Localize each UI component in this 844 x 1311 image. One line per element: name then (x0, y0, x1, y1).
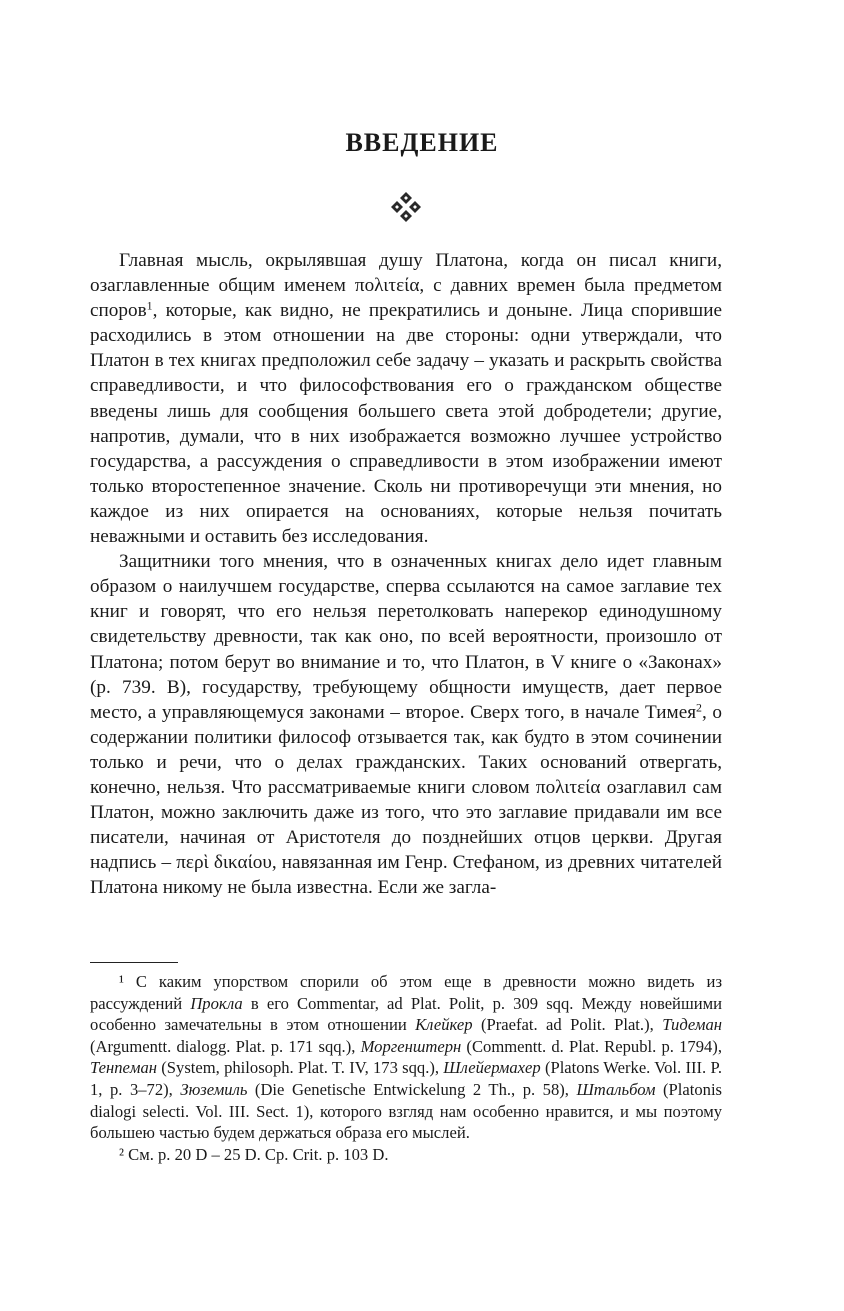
author-name: Тидеман (662, 1015, 722, 1035)
text-run: (System, philosoph. Plat. T. IV, 173 sqq.), (157, 1058, 444, 1078)
body-text (90, 248, 722, 900)
author-name: Моргенштерн (360, 1036, 462, 1056)
text-run: (Platons Werke. Vol. III. P. 1, p. 3–72), (90, 1058, 722, 1099)
paragraph (90, 549, 722, 900)
text-run: (Praefat. ad Polit. Plat.), (472, 1015, 663, 1035)
text-run: Главная мысль, окрылявшая душу Платона, когда он писал книги, озаглавленные общим именем πολιτεία, с давних времен была предметом споров (90, 250, 722, 322)
author-name: Тенneман (90, 1058, 158, 1078)
text-run: в его Commentar, ad Plat. Polit, p. 309 sqq. Между новейшими особенно замечательны в этом отношении (90, 993, 722, 1035)
author-name: Шлейермахер (443, 1058, 541, 1078)
four-diamond-ornament-icon (389, 190, 423, 224)
text-run: , о содержании политики философ отзывается так, как будто в этом сочинении только и речи, что о делах гражданских. Таких оснований отвергать, конечно, нельзя. Что рассматриваемые книги словом πολιτεία озаглавил сам Платон, можно заключить даже из того, что это заглавие придавали им все писатели, начиная от Аристотеля до позднейших отцов церкви. Другая надпись – περὶ δικαίου, навязанная им Генр. Стефаном, из древних читателей Платона никому не была известна. Если же загла- (90, 701, 723, 899)
author-name: Зюземиль (180, 1079, 248, 1099)
chapter-title: ВВЕДЕНИЕ (345, 128, 499, 157)
text-run: ¹ С каким упорством спорили об этом еще в древности можно видеть из рассуждений (90, 972, 722, 1013)
author-name: Штальбом (576, 1079, 656, 1099)
footnote-ref: 1 (146, 298, 153, 313)
text-run: (Commentt. d. Plat. Republ. p. 1794), (461, 1036, 722, 1056)
footnote (90, 1144, 722, 1166)
footnote-divider (90, 962, 178, 963)
text-run: , которые, как видно, не прекратились и доныне. Лица спорившие расходились в этом отношении на две стороны: одни утверждали, что Платон в тех книгах предположил себе задачу – указать и раскрыть свойства справедливости, и что философствования его о гражданском обществе введены лишь для сообщения большего света этой добродетели; другие, напротив, думали, что в них изображается возможно лучшее устройство государства, а рассуждения о справедливости в этом изображении имеют только второстепенное значение. Сколь ни противоречущи эти мнения, но каждое из них опирается на основаниях, которые нельзя почитать неважными и оставить без исследования. (90, 300, 722, 548)
paragraph (90, 248, 722, 549)
text-run: Защитники того мнения, что в означенных книгах дело идет главным образом о наилучшем государстве, сперва ссылаются на самое заглавие тех книг и говорят, что его нельзя перетолковать наперекор единодушному свидетельству древности, так как оно, по всей вероятности, произошло от Платона; потом берут во внимание и то, что Платон, в V книге о «Законах» (p. 739. B), государству, требующему общности имуществ, дает первое место, а управляющемуся законами – второе. Сверх того, в начале Тимея (90, 551, 722, 723)
text-run: (Die Genetische Entwickelung 2 Th., p. 58), (247, 1079, 577, 1099)
author-name: Прокла (190, 993, 243, 1013)
footnotes (90, 962, 722, 1165)
author-name: Клейкер (415, 1015, 473, 1035)
text-run: ² См. p. 20 D – 25 D. Ср. Crit. p. 103 D. (119, 1144, 389, 1164)
text-run: (Argumentt. dialogg. Plat. p. 171 sqq.), (90, 1036, 361, 1056)
text-run: (Platonis dialogi selecti. Vol. III. Sect. 1), которого взгляд нам особенно нравится, и мы поэтому большею частью будем держаться образа его мыслей. (90, 1079, 723, 1143)
footnote (90, 971, 722, 1144)
footnote-ref: 2 (696, 700, 702, 715)
